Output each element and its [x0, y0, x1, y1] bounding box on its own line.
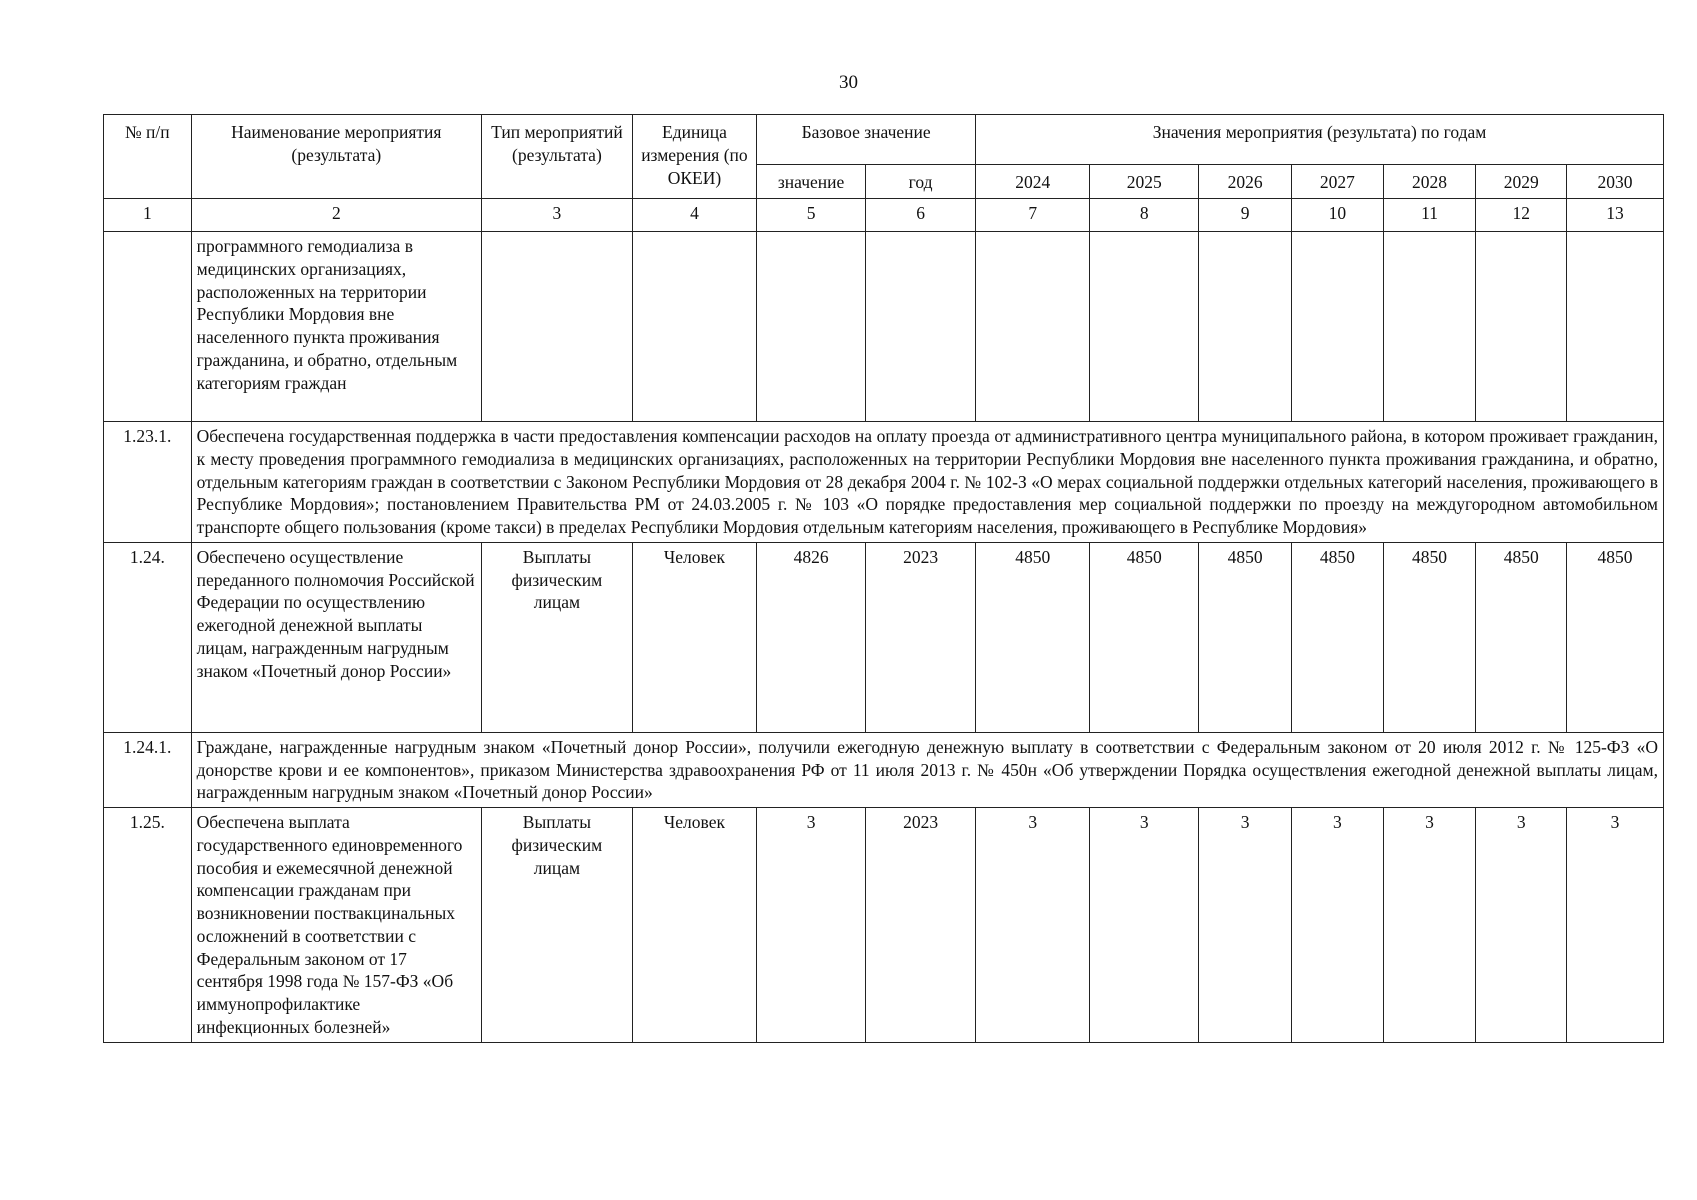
- header-year: 2030: [1567, 165, 1664, 199]
- row-type: [482, 232, 633, 422]
- page-number: 30: [839, 72, 858, 93]
- column-number: 12: [1476, 199, 1567, 232]
- row-name: программного гемодиализа в медицинских организациях, расположенных на территории Республики Мордовия вне населенного пункта проживания гражданина, и обратно, отдельным категориям граждан: [191, 232, 481, 422]
- table-row: [104, 422, 1664, 543]
- row-year-value: 4850: [1567, 542, 1664, 732]
- row-base-value: [757, 232, 866, 422]
- header-num: № п/п: [104, 115, 192, 199]
- column-number: 4: [632, 199, 756, 232]
- header-year: 2029: [1476, 165, 1567, 199]
- column-number: 9: [1199, 199, 1292, 232]
- column-number: 13: [1567, 199, 1664, 232]
- row-name: Обеспечена выплата государственного единовременного пособия и ежемесячной денежной компенсации гражданам при возникновении поствакцинальных осложнений в соответствии с Федеральным законом от 17 сентября 1998 года № 157-ФЗ «Об иммунопрофилактике инфекционных болезней»: [191, 808, 481, 1043]
- row-year-value: 3: [1476, 808, 1567, 1043]
- header-type: Тип мероприятий (результата): [482, 115, 633, 199]
- column-number: 3: [482, 199, 633, 232]
- row-year-value: 3: [976, 808, 1090, 1043]
- row-id: 1.23.1.: [104, 422, 192, 543]
- row-year-value: 4850: [1292, 542, 1384, 732]
- column-number: 5: [757, 199, 866, 232]
- row-year-value: 4850: [976, 542, 1090, 732]
- header-name: Наименование мероприятия (результата): [191, 115, 481, 199]
- row-year-value: [1567, 232, 1664, 422]
- column-number: 1: [104, 199, 192, 232]
- header-year: 2027: [1292, 165, 1384, 199]
- row-description: Обеспечена государственная поддержка в части предоставления компенсации расходов на оплату проезда от административного центра муниципального района, в котором проживает гражданин, к месту проведения программного гемодиализа в медицинских организациях, расположенных на территории Республики Мордовия вне населенного пункта проживания гражданина, и обратно, отдельным категориям граждан в соответствии с Законом Республики Мордовия от 28 декабря 2004 г. № 102-З «О мерах социальной поддержки отдельных категорий населения, проживающего в Республике Мордовия»; постановлением Правительства РМ от 24.03.2005 г. № 103 «О порядке предоставления мер социальной поддержки по проезду на междугородном автомобильном транспорте общего пользования (кроме такси) в пределах Республики Мордовия отдельным категориям населения, проживающего в Республике Мордовия»: [191, 422, 1663, 543]
- row-id: 1.25.: [104, 808, 192, 1043]
- row-year-value: [1383, 232, 1476, 422]
- table-row: [104, 808, 1664, 1043]
- row-year-value: 3: [1383, 808, 1476, 1043]
- header-year: 2025: [1090, 165, 1199, 199]
- row-type: Выплаты физическим лицам: [482, 542, 633, 732]
- row-year-value: [1090, 232, 1199, 422]
- row-id: 1.24.1.: [104, 732, 192, 807]
- row-year-value: 3: [1090, 808, 1199, 1043]
- row-id: 1.24.: [104, 542, 192, 732]
- row-year-value: [1476, 232, 1567, 422]
- header-base-value: значение: [757, 165, 866, 199]
- row-year-value: 4850: [1476, 542, 1567, 732]
- results-table: [103, 114, 1664, 1043]
- row-year-value: 4850: [1090, 542, 1199, 732]
- row-base-year: 2023: [866, 808, 976, 1043]
- table-row: [104, 732, 1664, 807]
- row-base-value: 4826: [757, 542, 866, 732]
- row-year-value: 3: [1292, 808, 1384, 1043]
- row-id: [104, 232, 192, 422]
- row-unit: Человек: [632, 808, 756, 1043]
- row-year-value: 3: [1567, 808, 1664, 1043]
- table-body: [104, 199, 1664, 1043]
- row-base-year: 2023: [866, 542, 976, 732]
- header-year: 2028: [1383, 165, 1476, 199]
- column-number: 8: [1090, 199, 1199, 232]
- column-number: 7: [976, 199, 1090, 232]
- row-year-value: [1292, 232, 1384, 422]
- row-name: Обеспечено осуществление переданного полномочия Российской Федерации по осуществлению ежегодной денежной выплаты лицам, награжденным нагрудным знаком «Почетный донор России»: [191, 542, 481, 732]
- column-number: 11: [1383, 199, 1476, 232]
- column-number: 2: [191, 199, 481, 232]
- row-year-value: 4850: [1383, 542, 1476, 732]
- row-unit: Человек: [632, 542, 756, 732]
- table-row: [104, 232, 1664, 422]
- row-base-value: 3: [757, 808, 866, 1043]
- header-unit: Единица измерения (по ОКЕИ): [632, 115, 756, 199]
- column-number-row: [104, 199, 1664, 232]
- column-number: 6: [866, 199, 976, 232]
- table-header: [104, 115, 1664, 199]
- row-base-year: [866, 232, 976, 422]
- table-row: [104, 542, 1664, 732]
- row-description: Граждане, награжденные нагрудным знаком «Почетный донор России», получили ежегодную денежную выплату в соответствии с Федеральным законом от 20 июля 2012 г. № 125-ФЗ «О донорстве крови и ее компонентов», приказом Министерства здравоохранения РФ от 11 июля 2013 г. № 450н «Об утверждении Порядка осуществления ежегодной денежной выплаты лицам, награжденным нагрудным знаком «Почетный донор России»: [191, 732, 1663, 807]
- column-number: 10: [1292, 199, 1384, 232]
- row-year-value: [976, 232, 1090, 422]
- header-year: 2024: [976, 165, 1090, 199]
- row-year-value: [1199, 232, 1292, 422]
- row-year-value: 3: [1199, 808, 1292, 1043]
- header-base-year: год: [866, 165, 976, 199]
- header-years: Значения мероприятия (результата) по годам: [976, 115, 1664, 165]
- row-unit: [632, 232, 756, 422]
- row-year-value: 4850: [1199, 542, 1292, 732]
- header-base: Базовое значение: [757, 115, 976, 165]
- row-type: Выплаты физическим лицам: [482, 808, 633, 1043]
- header-year: 2026: [1199, 165, 1292, 199]
